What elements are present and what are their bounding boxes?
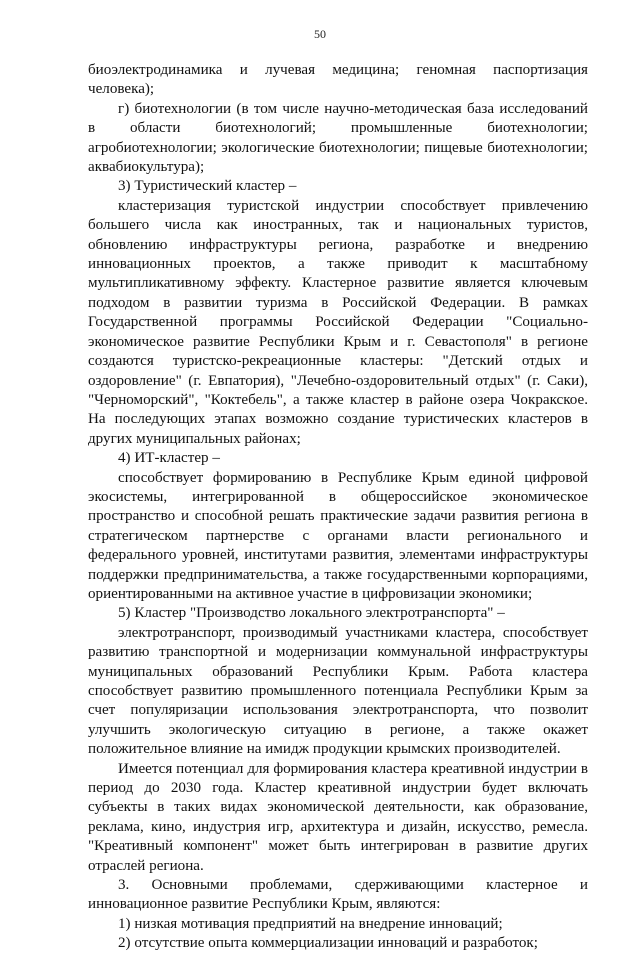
paragraph: г) биотехнологии (в том числе научно-методическая база исследований в области биотехнологий; промышленные биотехнологии; агробиотехнологии; экологические биотехнологии; пищевые биотехнологии; аквабиокультура);: [88, 100, 588, 176]
paragraph: Имеется потенциал для формирования кластера креативной индустрии в период до 2030 года. Кластер креативной индустрии будет включать субъекты в таких видах экономической деятельности, как образование, реклама, кино, индустрия игр, архитектура и дизайн, искусство, ремесла. "Креативный компонент" может быть интегрирован в развитие других отраслей региона.: [88, 760, 588, 874]
list-item: 1) низкая мотивация предприятий на внедрение инноваций;: [118, 915, 503, 932]
list-item: 2) отсутствие опыта коммерциализации инноваций и разработок;: [118, 935, 538, 952]
list-item-heading: 5) Кластер "Производство локального электротранспорта" –: [118, 605, 505, 622]
paragraph: кластеризация туристской индустрии способствует привлечению большего числа как иностранных, так и национальных туристов, обновлению инфраструктуры региона, разработке и внедрению инновационных проектов, а также приводит к масштабному мультипликативному эффекту. Кластерное развитие является ключевым подходом в развитии туризма в Российской Федерации. В рамках Государственной программы Российской Федерации "Социально-экономическое развитие Республики Крым и г. Севастополя" в регионе создаются туристско-рекреационные кластеры: "Детский отдых и оздоровление" (г. Евпатория), "Лечебно-оздоровительный отдых" (г. Саки), "Черноморский", "Коктебель", а также кластер в районе озера Чокракское. На последующих этапах возможно создание туристических кластеров в других муниципальных районах;: [88, 197, 588, 447]
paragraph: биоэлектродинамика и лучевая медицина; геномная паспортизация человека);: [88, 62, 588, 98]
list-item-heading: 3) Туристический кластер –: [118, 178, 297, 195]
paragraph: 3. Основными проблемами, сдерживающими кластерное и инновационное развитие Республики Крым, являются:: [88, 877, 588, 913]
page-number: 50: [314, 27, 326, 41]
paragraph: электротранспорт, производимый участниками кластера, способствует развитию транспортной и модернизации коммунальной инфраструктуры муниципальных образований Республики Крым. Работа кластера способствует развитию промышленного потенциала Республики Крым за счет популяризации использования электротранспорта, что позволит улучшить экологическую ситуацию в регионе, а также окажет положительное влияние на имидж продукции крымских производителей.: [88, 624, 588, 758]
document-body: [88, 61, 588, 954]
list-item-heading: 4) ИТ-кластер –: [118, 450, 220, 467]
paragraph: способствует формированию в Республике Крым единой цифровой экосистемы, интегрированной в общероссийское экономическое пространство и способной решать практические задачи развития региона в стратегическом партнерстве с органами власти регионального и федерального уровней, институтами развития, элементами инфраструктуры поддержки предпринимательства, а также государственными корпорациями, ориентированными на активное участие в цифровизации экономики;: [88, 469, 588, 602]
